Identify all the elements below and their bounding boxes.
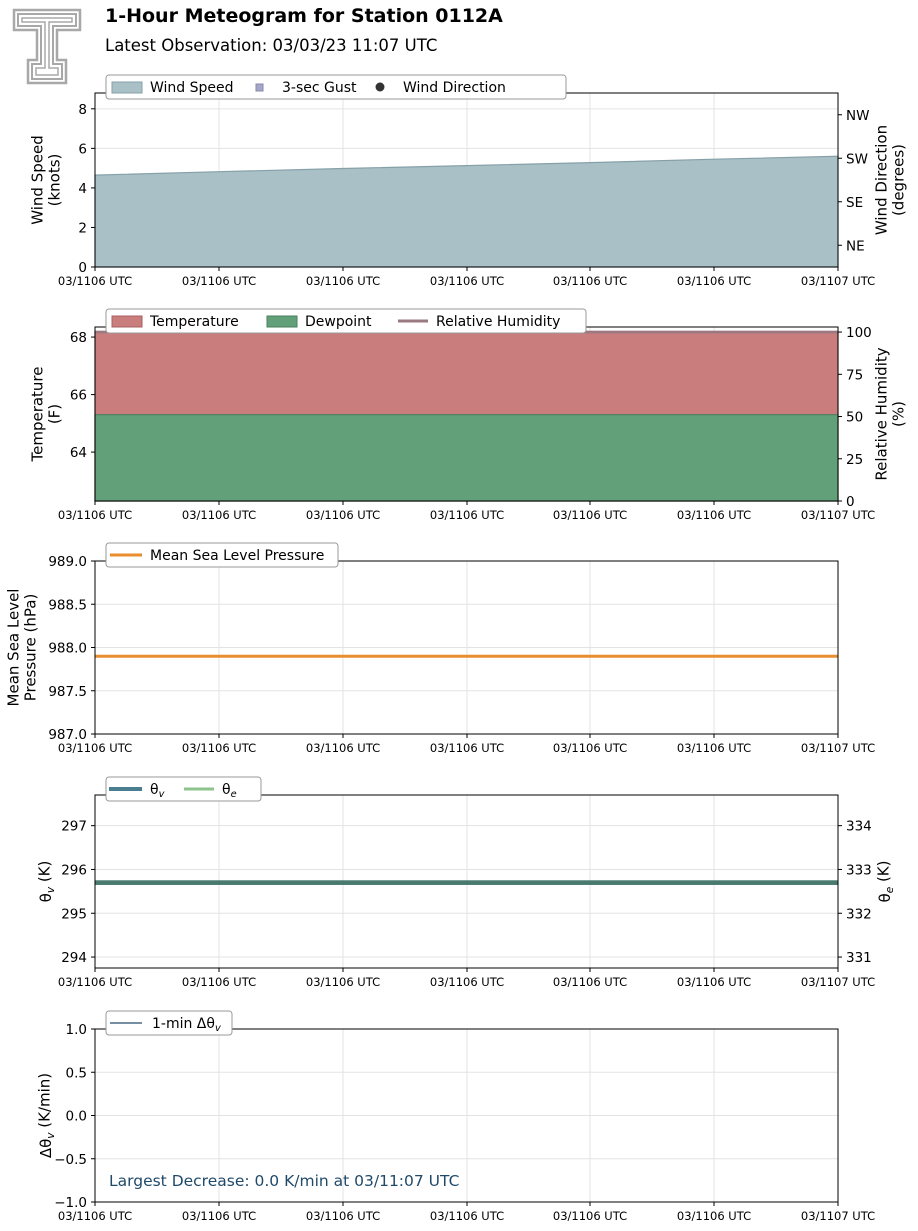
y-tick-label: 68 xyxy=(69,330,87,347)
panel-wind xyxy=(29,75,908,288)
x-tick-label: 03/1106 UTC xyxy=(429,508,505,522)
legend-label: Wind Direction xyxy=(403,80,506,96)
x-tick-label: 03/1106 UTC xyxy=(429,975,505,989)
x-tick-label: 03/1106 UTC xyxy=(552,975,628,989)
series-wind-speed xyxy=(95,156,838,267)
panel-theta xyxy=(36,777,897,989)
y-tick-label: 4 xyxy=(78,180,87,197)
y2-tick-label: 334 xyxy=(846,818,872,835)
legend-swatch xyxy=(267,316,297,327)
y-tick-label: 987.0 xyxy=(48,727,87,743)
y2-tick-label: 75 xyxy=(846,367,864,384)
legend xyxy=(106,75,566,99)
x-tick-label: 03/1106 UTC xyxy=(57,508,133,522)
x-tick-label: 03/1106 UTC xyxy=(181,741,257,755)
y-tick-label: 6 xyxy=(78,141,87,158)
legend-label: 3-sec Gust xyxy=(282,80,357,96)
x-tick-label: 03/1106 UTC xyxy=(305,975,381,989)
y2-axis-label-text: $\theta_e$ (K) xyxy=(874,860,897,903)
x-tick-label: 03/1107 UTC xyxy=(800,975,876,989)
y-axis-label xyxy=(5,589,40,707)
y2-tick-label: 332 xyxy=(846,906,872,923)
y-axis-label-text: $\Delta\theta_v$ (K/min) xyxy=(35,1072,58,1159)
y2-axis-label xyxy=(875,861,897,903)
y2-axis-label xyxy=(873,125,908,235)
x-tick-label: 03/1106 UTC xyxy=(552,508,628,522)
y-tick-label: 8 xyxy=(78,101,87,118)
x-tick-label: 03/1106 UTC xyxy=(181,274,257,288)
legend-label: Dewpoint xyxy=(305,314,372,330)
x-tick-label: 03/1106 UTC xyxy=(676,975,752,989)
y-tick-label: 0.0 xyxy=(65,1108,87,1125)
y-tick-label: 2 xyxy=(78,220,87,237)
y-tick-label: 294 xyxy=(61,950,87,967)
y2-tick-label: 50 xyxy=(846,409,864,426)
y-tick-label: 987.5 xyxy=(48,683,87,700)
legend-label: Wind Speed xyxy=(150,80,234,96)
y-tick-label: 297 xyxy=(61,818,87,835)
y2-tick-label: SE xyxy=(846,194,864,211)
y2-tick-label: 333 xyxy=(846,862,872,879)
y-tick-label: 296 xyxy=(61,862,87,879)
y-tick-label: 64 xyxy=(69,445,87,462)
y2-tick-label: 25 xyxy=(846,451,864,468)
y2-tick-label: SW xyxy=(846,151,868,168)
y-tick-label: 988.0 xyxy=(48,640,87,657)
logo-icon xyxy=(14,10,80,83)
y2-tick-label: NE xyxy=(846,238,865,255)
y-axis-label-text: (knots) xyxy=(45,153,64,207)
page-title: 1-Hour Meteogram for Station 0112A xyxy=(105,5,503,27)
x-tick-label: 03/1106 UTC xyxy=(57,741,133,755)
y-tick-label: 1.0 xyxy=(65,1022,87,1038)
y-axis-label-text: Pressure (hPa) xyxy=(21,593,40,702)
y-axis-label-text: Mean Sea Level xyxy=(4,588,23,707)
legend xyxy=(106,777,261,801)
y2-axis-label-text: (degrees) xyxy=(889,143,908,217)
x-tick-label: 03/1106 UTC xyxy=(57,274,133,288)
x-tick-label: 03/1106 UTC xyxy=(676,1209,752,1223)
legend-label: Mean Sea Level Pressure xyxy=(150,548,325,564)
y-axis-label-text: (F) xyxy=(45,403,64,425)
x-tick-label: 03/1106 UTC xyxy=(676,741,752,755)
x-tick-label: 03/1106 UTC xyxy=(429,741,505,755)
y2-axis-label-text: Relative Humidity xyxy=(872,347,891,481)
y-tick-label: 295 xyxy=(61,906,87,923)
y-tick-label: 988.5 xyxy=(48,597,87,614)
legend-swatch xyxy=(376,83,385,92)
legend xyxy=(106,309,586,333)
y-tick-label: −0.5 xyxy=(54,1151,87,1168)
x-tick-label: 03/1106 UTC xyxy=(676,508,752,522)
y-tick-label: 0 xyxy=(78,260,87,276)
y-axis-label xyxy=(29,135,64,225)
y-tick-label: 0.5 xyxy=(65,1065,87,1082)
legend-swatch xyxy=(112,82,142,93)
panel-dtheta xyxy=(36,1011,875,1223)
legend-label: $\theta_v$ xyxy=(150,782,165,800)
y2-tick-label: 100 xyxy=(846,325,872,342)
x-tick-label: 03/1106 UTC xyxy=(552,741,628,755)
x-tick-label: 03/1106 UTC xyxy=(305,1209,381,1223)
legend-swatch xyxy=(112,316,142,327)
x-tick-label: 03/1106 UTC xyxy=(181,508,257,522)
page-subtitle: Latest Observation: 03/03/23 11:07 UTC xyxy=(105,36,438,55)
y2-tick-label: 0 xyxy=(846,494,855,510)
x-tick-label: 03/1107 UTC xyxy=(800,741,876,755)
y-axis-label-text: Temperature xyxy=(28,366,47,462)
y-axis-label xyxy=(36,1073,58,1158)
x-tick-label: 03/1107 UTC xyxy=(800,1209,876,1223)
y-tick-label: 66 xyxy=(69,387,87,404)
y2-axis-label xyxy=(873,347,908,480)
x-tick-label: 03/1106 UTC xyxy=(181,975,257,989)
series-dewpoint xyxy=(95,415,838,501)
y2-axis-label-text: Wind Direction xyxy=(872,124,891,236)
panel-temp xyxy=(29,309,908,522)
legend xyxy=(106,1011,232,1035)
x-tick-label: 03/1106 UTC xyxy=(57,1209,133,1223)
annotation-largest-decrease: Largest Decrease: 0.0 K/min at 03/11:07 UTC xyxy=(109,1172,460,1190)
y-tick-label: −1.0 xyxy=(54,1195,87,1211)
x-tick-label: 03/1106 UTC xyxy=(676,274,752,288)
y2-tick-label: NW xyxy=(846,107,870,124)
x-tick-label: 03/1106 UTC xyxy=(305,741,381,755)
y-tick-label: 989.0 xyxy=(48,554,87,570)
x-tick-label: 03/1106 UTC xyxy=(181,1209,257,1223)
legend-label: Relative Humidity xyxy=(436,314,561,330)
y2-tick-label: 331 xyxy=(846,950,872,967)
x-tick-label: 03/1106 UTC xyxy=(57,975,133,989)
x-tick-label: 03/1106 UTC xyxy=(552,1209,628,1223)
y-axis-label-text: $\theta_v$ (K) xyxy=(35,860,58,903)
x-tick-label: 03/1107 UTC xyxy=(800,508,876,522)
x-tick-label: 03/1106 UTC xyxy=(305,508,381,522)
legend-swatch xyxy=(256,84,263,91)
x-tick-label: 03/1106 UTC xyxy=(429,274,505,288)
x-tick-label: 03/1106 UTC xyxy=(552,274,628,288)
y-axis-label xyxy=(29,366,64,462)
legend-label: Temperature xyxy=(150,314,239,330)
legend-label: 1-min $\Delta\theta_v$ xyxy=(152,1016,221,1034)
legend xyxy=(106,543,338,567)
x-tick-label: 03/1107 UTC xyxy=(800,274,876,288)
y-axis-label xyxy=(36,861,58,903)
panel-pressure xyxy=(5,543,876,755)
x-tick-label: 03/1106 UTC xyxy=(305,274,381,288)
y-axis-label-text: Wind Speed xyxy=(28,135,47,225)
y2-axis-label-text: (%) xyxy=(889,401,908,427)
legend-label: $\theta_e$ xyxy=(222,782,237,800)
x-tick-label: 03/1106 UTC xyxy=(429,1209,505,1223)
